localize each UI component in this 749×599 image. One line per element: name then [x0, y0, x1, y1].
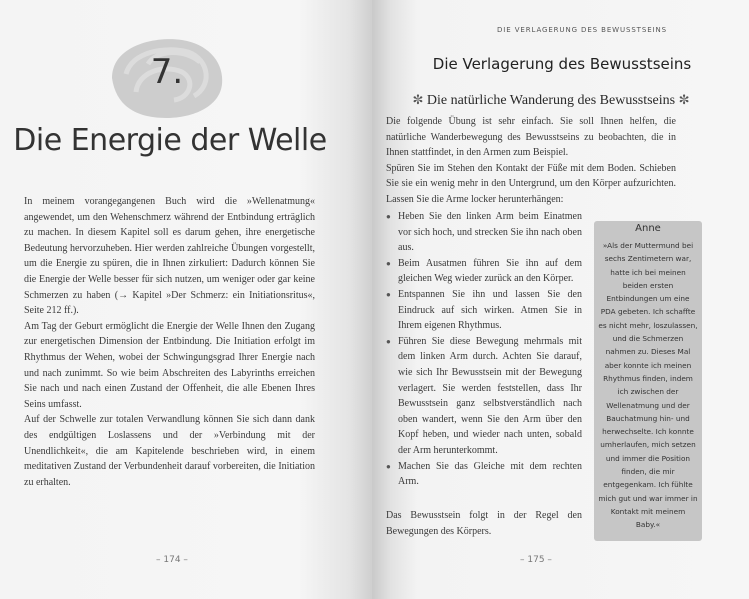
- chapter-number: 7.: [150, 52, 184, 92]
- bullet-icon: ●: [386, 461, 391, 471]
- ornament-icon: ✼: [412, 92, 424, 107]
- list-item: [386, 287, 582, 334]
- intro-text: [386, 114, 676, 208]
- list-item: [386, 459, 582, 490]
- paragraph: Spüren Sie im Stehen den Kontakt der Füße mit dem Boden. Schieben Sie sie ein wenig mehr in den Untergrund, um den Körper aufzurichten. Lassen Sie die Arme locker herunterhängen:: [386, 162, 676, 205]
- bullet-icon: ●: [386, 336, 391, 346]
- subsection-title: Die natürliche Wanderung des Bewusstseins: [426, 93, 676, 108]
- testimonial-name: Anne: [635, 223, 661, 234]
- step-text: Beim Ausatmen führen Sie ihn auf dem gleichen Weg wieder zurück an den Körper.: [398, 257, 582, 285]
- bullet-icon: ●: [386, 258, 391, 268]
- subsection-heading: [386, 92, 716, 109]
- step-text: Machen Sie das Gleiche mit dem rechten Arm.: [398, 460, 582, 488]
- paragraph: Die folgende Übung ist sehr einfach. Sie soll Ihnen helfen, die natürliche Wanderbewegung des Bewusstseins zu beobachten, die in Ihnen stattfindet, in den Armen zum Beispiel.: [386, 116, 676, 159]
- testimonial-quote: »Als der Muttermund bei sechs Zentimetern war, hatte ich bei meinen beiden ersten Entbindungen um eine PDA gebeten. Ich schaffte es nicht mehr, loszulassen, und die Schmerzen nahmen zu. Dieses Mal aber konnte ich meinen Rhythmus finden, indem ich zwischen der Wellenatmung und der Bauchatmung hin- und herwechselte. Ich konnte umherlaufen, mich setzen und immer die Position finden, die mir entgegenkam. Ich fühlte mich gut und war immer in Kontakt mit meinem Baby.«: [598, 241, 698, 530]
- right-page: [372, 0, 749, 599]
- step-text: Führen Sie diese Bewegung mehrmals mit dem linken Arm durch. Achten Sie darauf, wie sich Ihr Bewusstsein mit der Bewegung verlagert. Sie werden feststellen, dass Ihr Bewusstsein ganz selbstverständlich nach oben wandert, wenn Sie den Arm über den Kopf heben, und wieder nach unten, sobald der Arm herunterkommt.: [398, 335, 582, 456]
- bullet-icon: ●: [386, 289, 391, 299]
- chapter-title: Die Energie der Welle: [13, 123, 327, 158]
- list-item: [386, 334, 582, 459]
- bullet-icon: ●: [386, 212, 391, 221]
- paragraph: Auf der Schwelle zur totalen Verwandlung können Sie sich dann dank des endgültigen Loslassens und der »Verbindung mit der Unendlichkeit«, die am Kapitelende beschrieben wird, in einem meditativen Zustand der Verbundenheit darauf vorbereiten, die Initiation zu erhalten.: [24, 414, 315, 488]
- page-number-right: – 175 –: [520, 555, 552, 565]
- left-page: [0, 0, 372, 599]
- paragraph: Am Tag der Geburt ermöglicht die Energie der Welle Ihnen den Zugang zur energetischen Dimension der Entbindung. Die Initiation erfolgt im Rhythmus der Wehen, wobei der Schwingungsgrad Ihrer Energie nach und nach zunimmt. So wie beim Abschreiten des Labyrinths erreichen Sie nach und nach einen Zustand der Offenheit, die alle Ebenen Ihres Seins umfasst.: [24, 320, 315, 410]
- page-number-left: – 174 –: [156, 555, 188, 565]
- list-item: [386, 256, 582, 287]
- testimonial-box: [594, 221, 702, 541]
- ornament-icon: ✼: [678, 92, 690, 107]
- exercise-steps: [386, 209, 582, 490]
- step-text: Entspannen Sie ihn und lassen Sie den Eindruck auf sich wirken. Atmen Sie in Ihrem eigenen Rhythmus.: [398, 288, 582, 332]
- section-title: Die Verlagerung des Bewusstseins: [432, 55, 692, 73]
- left-body-text: [24, 194, 315, 490]
- step-text: Heben Sie den linken Arm beim Einatmen vor sich hoch, und strecken Sie ihn nach oben aus.: [398, 211, 582, 254]
- list-item: [386, 209, 582, 256]
- running-head: DIE VERLAGERUNG DES BEWUSSTSEINS: [497, 26, 667, 34]
- paragraph: Das Bewusstsein folgt in der Regel den Bewegungen des Körpers.: [386, 510, 582, 537]
- paragraph: In meinem vorangegangenen Buch wird die »Wellenatmung« angewendet, um den Wehenschmerz während der Entbindung erträglich zu machen. In diesem Kapitel soll es darum gehen, ihre energetische Bedeutung hervorzuheben. Hier werden zahlreiche Übungen vorgestellt, um die Energie zu spüren, die in Ihnen zirkuliert: Dadurch können Sie die Energie der Welle besser für sich nutzen, um weniger oder gar keine Schmerzen zu haben (→ Kapitel »Der Schmerz: ein Initiationsritus«, Seite 212 ff.).: [24, 196, 315, 317]
- outro-text: [386, 508, 582, 539]
